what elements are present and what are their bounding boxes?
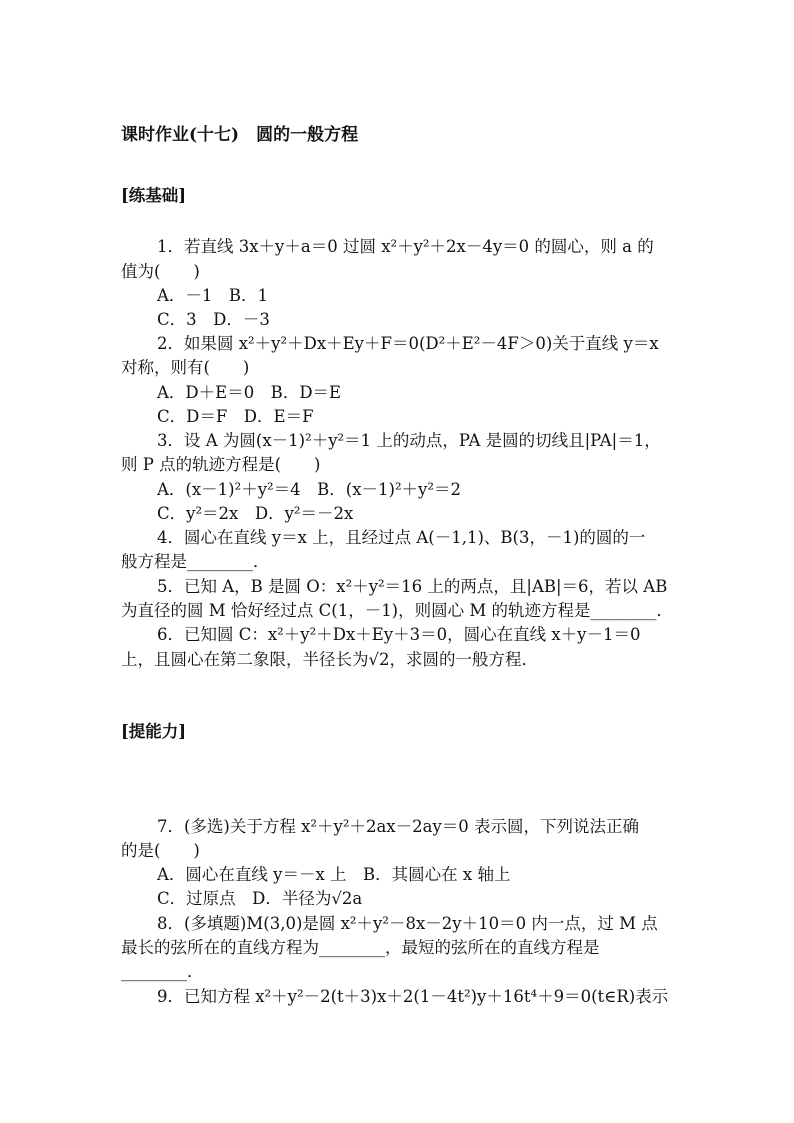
question-1-options-ab: A．－1 B．1 <box>157 286 269 305</box>
question-2-options-cd: C．D＝F D．E＝F <box>157 407 314 426</box>
question-2-options-ab: A．D＋E＝0 B．D＝E <box>157 383 342 402</box>
section-heading-basic: [练基础] <box>121 186 187 205</box>
question-7-options-cd: C．过原点 D．半径为√2a <box>157 889 363 908</box>
question-4-line-1: 4．圆心在直线 y＝x 上，且经过点 A(－1,1)、B(3，－1)的圆的一 <box>157 528 646 547</box>
question-7-options-ab: A．圆心在直线 y＝－x 上 B．其圆心在 x 轴上 <box>157 865 511 884</box>
question-8-line-1: 8．(多填题)M(3,0)是圆 x²＋y²－8x－2y＋10＝0 内一点，过 M 点 <box>157 914 658 933</box>
question-2-line-2: 对称，则有( ) <box>121 358 250 377</box>
question-8-line-3: ________． <box>121 962 204 981</box>
question-5-line-1: 5．已知 A，B 是圆 O：x²＋y²＝16 上的两点，且|AB|＝6，若以 AB <box>157 577 668 596</box>
question-6-line-2: 上，且圆心在第二象限，半径长为√2，求圆的一般方程． <box>121 650 539 669</box>
question-3-options-ab: A．(x－1)²＋y²＝4 B．(x－1)²＋y²＝2 <box>157 480 461 499</box>
question-5-line-2: 为直径的圆 M 恰好经过点 C(1，－1)，则圆心 M 的轨迹方程是________． <box>121 601 673 620</box>
question-6-line-1: 6．已知圆 C：x²＋y²＋Dx＋Ey＋3＝0，圆心在直线 x＋y－1＝0 <box>157 625 641 644</box>
section-heading-advanced: [提能力] <box>121 722 187 741</box>
question-1-options-cd: C．3 D．－3 <box>157 310 270 329</box>
question-3-line-2: 则 P 点的轨迹方程是( ) <box>121 455 321 474</box>
question-3-line-1: 3．设 A 为圆(x－1)²＋y²＝1 上的动点，PA 是圆的切线且|PA|＝1， <box>157 431 661 450</box>
question-1-line-2: 值为( ) <box>121 262 200 281</box>
question-3-options-cd: C．y²＝2x D．y²＝－2x <box>157 504 354 523</box>
question-2-line-1: 2．如果圆 x²＋y²＋Dx＋Ey＋F＝0(D²＋E²－4F＞0)关于直线 y＝x <box>157 334 659 353</box>
question-1-line-1: 1．若直线 3x＋y＋a＝0 过圆 x²＋y²＋2x－4y＝0 的圆心，则 a 的 <box>157 237 654 256</box>
question-7-line-1: 7．(多选)关于方程 x²＋y²＋2ax－2ay＝0 表示圆，下列说法正确 <box>157 817 640 836</box>
question-7-line-2: 的是( ) <box>121 841 200 860</box>
question-8-line-2: 最长的弦所在的直线方程为________，最短的弦所在的直线方程是 <box>121 938 600 957</box>
question-4-line-2: 般方程是________． <box>121 552 270 571</box>
question-9-line-1: 9．已知方程 x²＋y²－2(t＋3)x＋2(1－4t²)y＋16t⁴＋9＝0(t∈R)表示 <box>157 987 669 1006</box>
page-title: 课时作业(十七) 圆的一般方程 <box>121 125 359 145</box>
